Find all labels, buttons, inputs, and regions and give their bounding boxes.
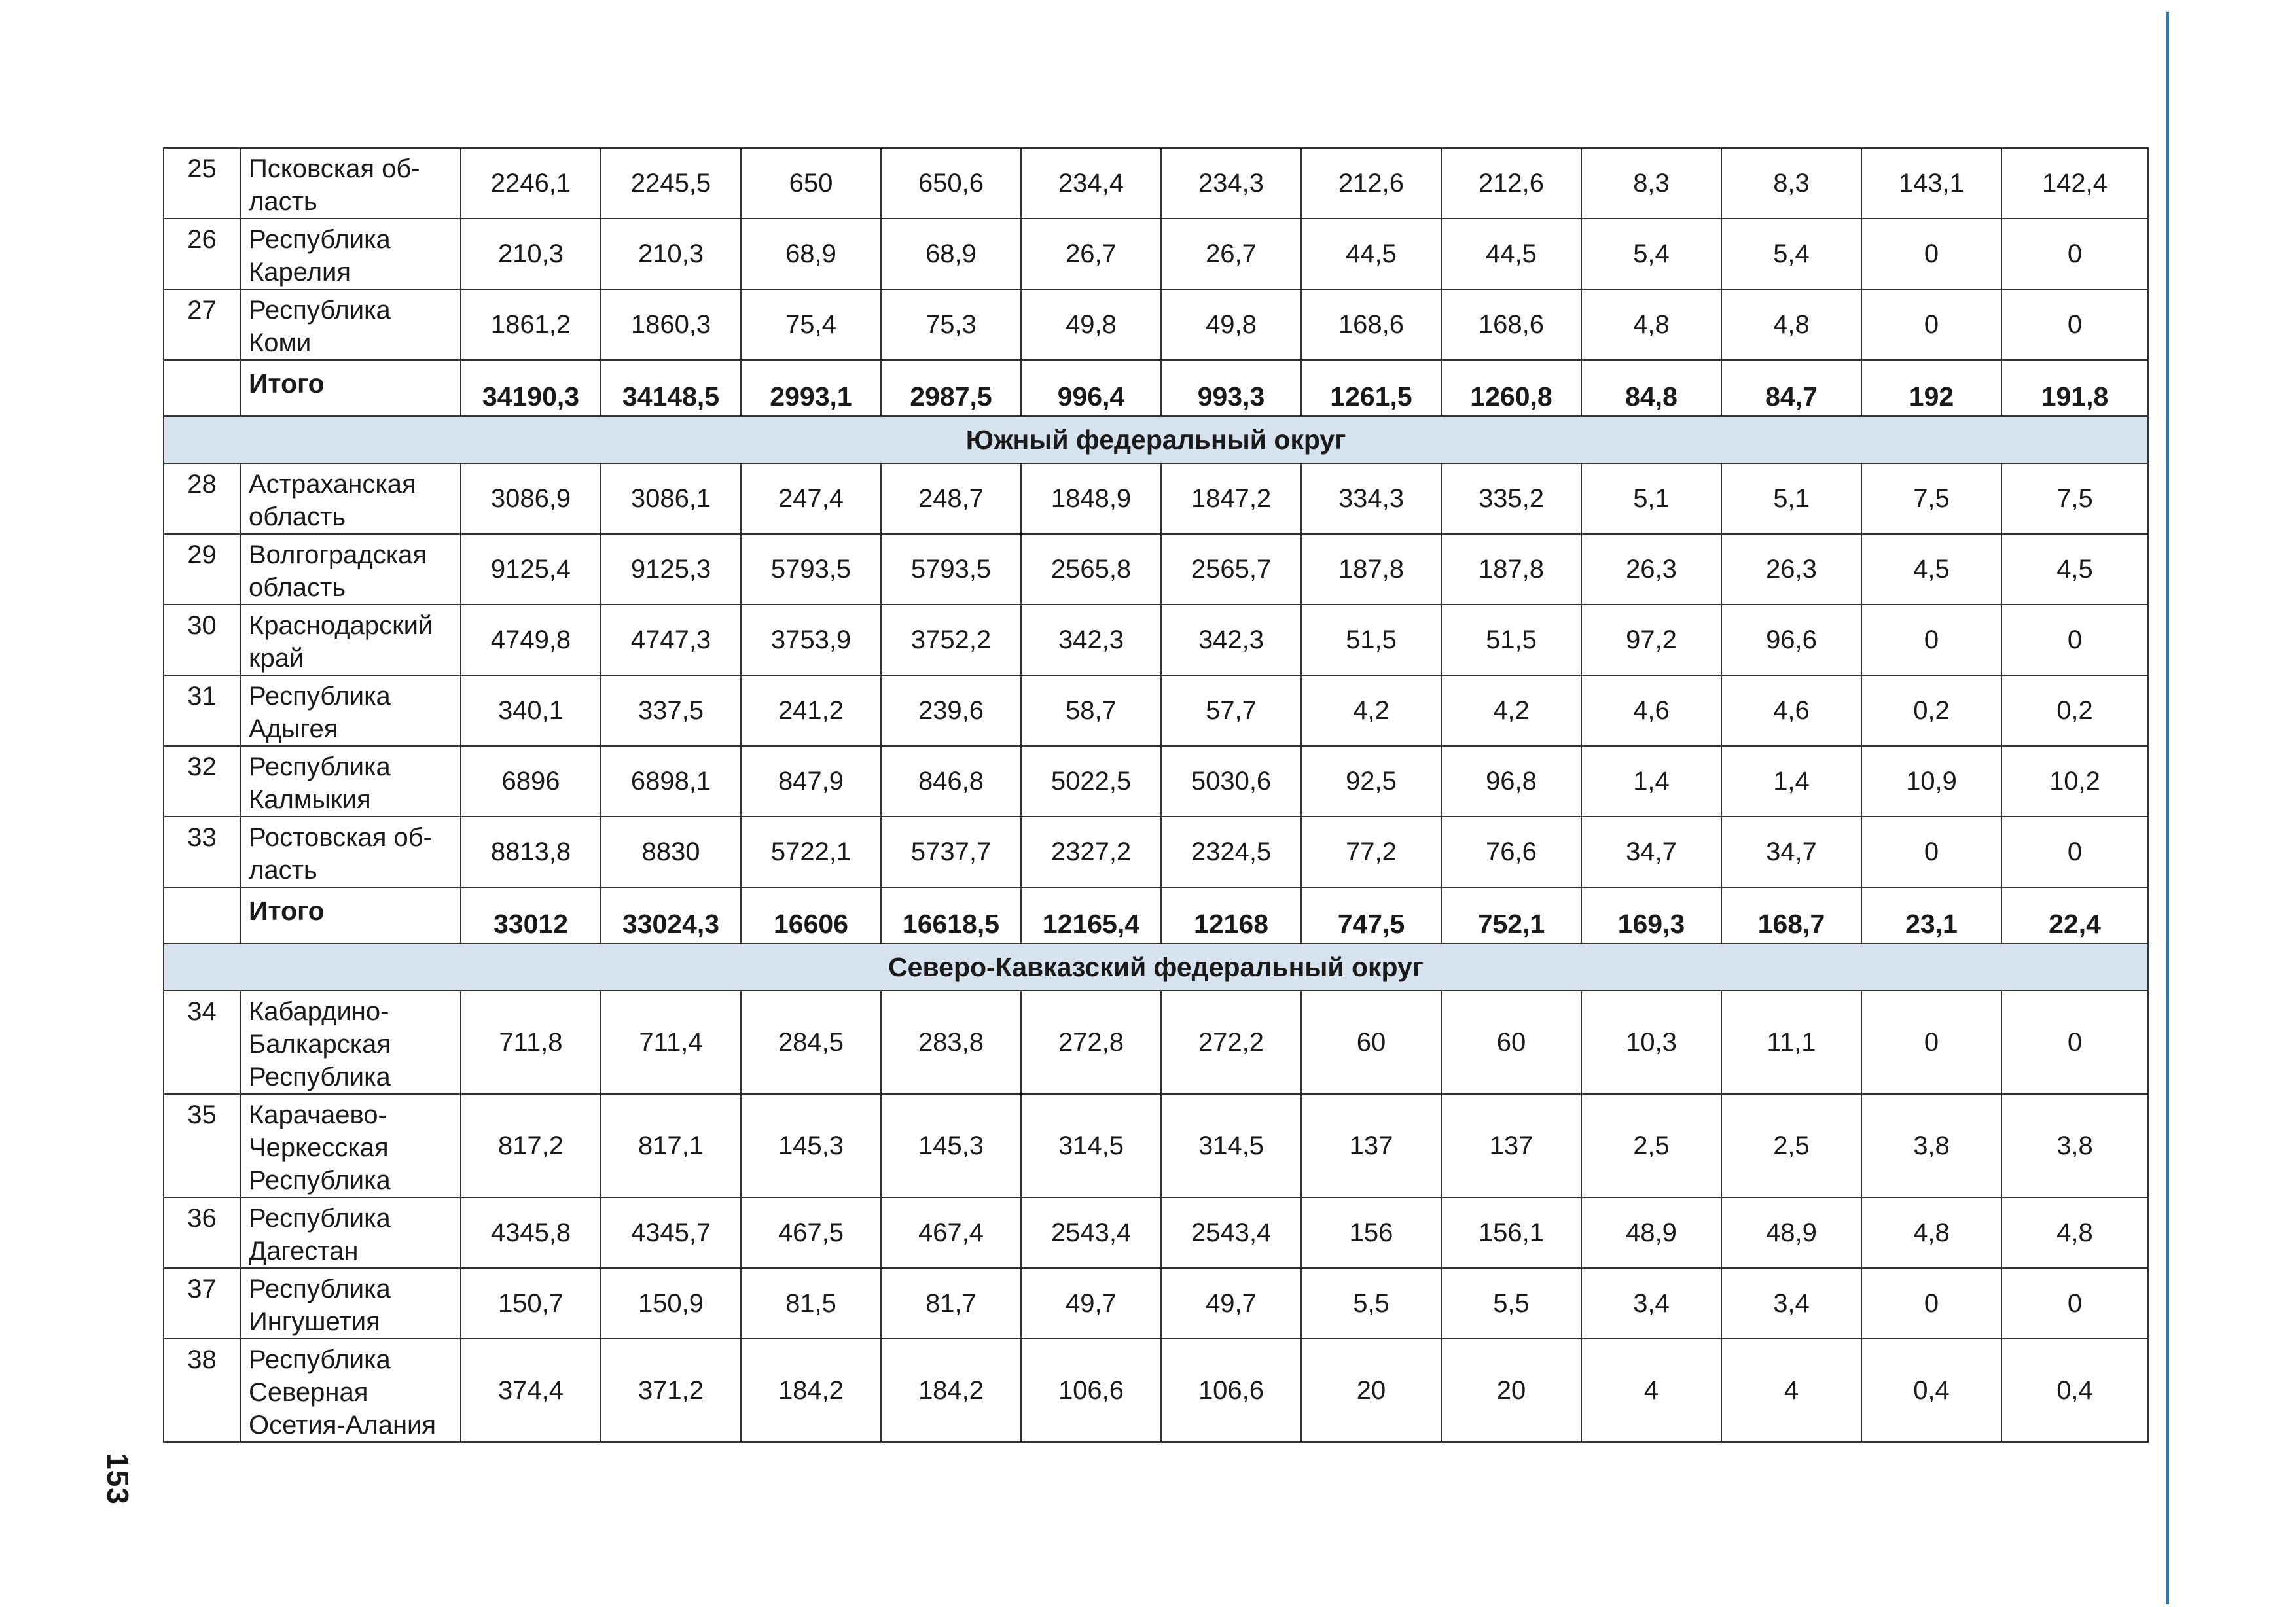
total-value-cell: 16606 bbox=[741, 887, 881, 944]
value-cell: 48,9 bbox=[1581, 1197, 1721, 1268]
value-cell: 337,5 bbox=[601, 675, 741, 746]
value-cell: 57,7 bbox=[1161, 675, 1301, 746]
value-cell: 68,9 bbox=[881, 219, 1021, 289]
value-cell: 3,4 bbox=[1721, 1268, 1861, 1339]
value-cell: 4,8 bbox=[1721, 289, 1861, 360]
value-cell: 76,6 bbox=[1441, 817, 1581, 887]
value-cell: 5022,5 bbox=[1021, 746, 1161, 817]
value-cell: 75,3 bbox=[881, 289, 1021, 360]
row-number: 36 bbox=[164, 1197, 240, 1268]
table-row bbox=[164, 289, 2148, 360]
value-cell: 0,2 bbox=[2001, 675, 2148, 746]
value-cell: 20 bbox=[1441, 1339, 1581, 1442]
value-cell: 210,3 bbox=[461, 219, 601, 289]
region-name: Республика Карелия bbox=[240, 219, 461, 289]
region-name: Краснодарский край bbox=[240, 605, 461, 675]
value-cell: 187,8 bbox=[1301, 534, 1441, 605]
table-row bbox=[164, 219, 2148, 289]
value-cell: 342,3 bbox=[1161, 605, 1301, 675]
total-value-cell: 84,7 bbox=[1721, 360, 1861, 416]
value-cell: 8,3 bbox=[1581, 148, 1721, 219]
value-cell: 272,8 bbox=[1021, 991, 1161, 1094]
table-row bbox=[164, 991, 2148, 1094]
row-number: 29 bbox=[164, 534, 240, 605]
value-cell: 145,3 bbox=[881, 1094, 1021, 1197]
table-row bbox=[164, 1339, 2148, 1442]
value-cell: 184,2 bbox=[741, 1339, 881, 1442]
value-cell: 5722,1 bbox=[741, 817, 881, 887]
value-cell: 143,1 bbox=[1861, 148, 2001, 219]
value-cell: 2,5 bbox=[1581, 1094, 1721, 1197]
value-cell: 2543,4 bbox=[1021, 1197, 1161, 1268]
value-cell: 9125,4 bbox=[461, 534, 601, 605]
value-cell: 374,4 bbox=[461, 1339, 601, 1442]
value-cell: 0 bbox=[2001, 605, 2148, 675]
value-cell: 241,2 bbox=[741, 675, 881, 746]
value-cell: 49,8 bbox=[1021, 289, 1161, 360]
statistics-table bbox=[163, 147, 2149, 1443]
value-cell: 81,5 bbox=[741, 1268, 881, 1339]
value-cell: 0 bbox=[1861, 289, 2001, 360]
value-cell: 4 bbox=[1581, 1339, 1721, 1442]
value-cell: 4,2 bbox=[1301, 675, 1441, 746]
value-cell: 248,7 bbox=[881, 463, 1021, 534]
value-cell: 7,5 bbox=[2001, 463, 2148, 534]
total-value-cell: 169,3 bbox=[1581, 887, 1721, 944]
value-cell: 247,4 bbox=[741, 463, 881, 534]
value-cell: 0 bbox=[1861, 219, 2001, 289]
value-cell: 3753,9 bbox=[741, 605, 881, 675]
value-cell: 711,4 bbox=[601, 991, 741, 1094]
value-cell: 0 bbox=[1861, 1268, 2001, 1339]
value-cell: 6898,1 bbox=[601, 746, 741, 817]
value-cell: 168,6 bbox=[1301, 289, 1441, 360]
value-cell: 4 bbox=[1721, 1339, 1861, 1442]
value-cell: 51,5 bbox=[1441, 605, 1581, 675]
total-label: Итого bbox=[240, 887, 461, 944]
value-cell: 137 bbox=[1441, 1094, 1581, 1197]
table-row bbox=[164, 1268, 2148, 1339]
total-number-cell bbox=[164, 887, 240, 944]
value-cell: 3752,2 bbox=[881, 605, 1021, 675]
value-cell: 4,2 bbox=[1441, 675, 1581, 746]
value-cell: 2543,4 bbox=[1161, 1197, 1301, 1268]
value-cell: 817,2 bbox=[461, 1094, 601, 1197]
value-cell: 184,2 bbox=[881, 1339, 1021, 1442]
value-cell: 0 bbox=[1861, 605, 2001, 675]
value-cell: 4,5 bbox=[2001, 534, 2148, 605]
region-name: Кабардино- Балкарская Республика bbox=[240, 991, 461, 1094]
value-cell: 4345,8 bbox=[461, 1197, 601, 1268]
value-cell: 4,6 bbox=[1721, 675, 1861, 746]
value-cell: 467,4 bbox=[881, 1197, 1021, 1268]
value-cell: 5,1 bbox=[1721, 463, 1861, 534]
value-cell: 0 bbox=[2001, 219, 2148, 289]
table-row bbox=[164, 1094, 2148, 1197]
value-cell: 5030,6 bbox=[1161, 746, 1301, 817]
total-value-cell: 192 bbox=[1861, 360, 2001, 416]
value-cell: 97,2 bbox=[1581, 605, 1721, 675]
district-title: Южный федеральный округ bbox=[164, 416, 2148, 463]
value-cell: 314,5 bbox=[1161, 1094, 1301, 1197]
value-cell: 10,3 bbox=[1581, 991, 1721, 1094]
value-cell: 44,5 bbox=[1301, 219, 1441, 289]
total-number-cell bbox=[164, 360, 240, 416]
row-number: 27 bbox=[164, 289, 240, 360]
value-cell: 4,8 bbox=[1861, 1197, 2001, 1268]
value-cell: 49,7 bbox=[1021, 1268, 1161, 1339]
value-cell: 34,7 bbox=[1721, 817, 1861, 887]
table-row bbox=[164, 746, 2148, 817]
value-cell: 6896 bbox=[461, 746, 601, 817]
value-cell: 5793,5 bbox=[881, 534, 1021, 605]
value-cell: 145,3 bbox=[741, 1094, 881, 1197]
total-label: Итого bbox=[240, 360, 461, 416]
value-cell: 1,4 bbox=[1581, 746, 1721, 817]
value-cell: 137 bbox=[1301, 1094, 1441, 1197]
region-name: Республика Дагестан bbox=[240, 1197, 461, 1268]
value-cell: 4,6 bbox=[1581, 675, 1721, 746]
row-number: 34 bbox=[164, 991, 240, 1094]
row-number: 32 bbox=[164, 746, 240, 817]
value-cell: 0,4 bbox=[2001, 1339, 2148, 1442]
region-name: Республика Северная Осетия-Алания bbox=[240, 1339, 461, 1442]
value-cell: 49,7 bbox=[1161, 1268, 1301, 1339]
value-cell: 340,1 bbox=[461, 675, 601, 746]
value-cell: 711,8 bbox=[461, 991, 601, 1094]
value-cell: 3,8 bbox=[1861, 1094, 2001, 1197]
value-cell: 5,4 bbox=[1721, 219, 1861, 289]
row-number: 33 bbox=[164, 817, 240, 887]
total-value-cell: 33024,3 bbox=[601, 887, 741, 944]
page-side-rule bbox=[2166, 12, 2169, 1604]
table-row bbox=[164, 463, 2148, 534]
value-cell: 314,5 bbox=[1021, 1094, 1161, 1197]
value-cell: 7,5 bbox=[1861, 463, 2001, 534]
value-cell: 49,8 bbox=[1161, 289, 1301, 360]
value-cell: 4,5 bbox=[1861, 534, 2001, 605]
value-cell: 1847,2 bbox=[1161, 463, 1301, 534]
value-cell: 11,1 bbox=[1721, 991, 1861, 1094]
total-value-cell: 2993,1 bbox=[741, 360, 881, 416]
value-cell: 283,8 bbox=[881, 991, 1021, 1094]
value-cell: 5,5 bbox=[1441, 1268, 1581, 1339]
value-cell: 272,2 bbox=[1161, 991, 1301, 1094]
value-cell: 212,6 bbox=[1301, 148, 1441, 219]
value-cell: 5737,7 bbox=[881, 817, 1021, 887]
value-cell: 0 bbox=[1861, 991, 2001, 1094]
region-name: Республика Ингушетия bbox=[240, 1268, 461, 1339]
total-value-cell: 16618,5 bbox=[881, 887, 1021, 944]
total-value-cell: 12168 bbox=[1161, 887, 1301, 944]
total-value-cell: 191,8 bbox=[2001, 360, 2148, 416]
value-cell: 150,9 bbox=[601, 1268, 741, 1339]
total-value-cell: 12165,4 bbox=[1021, 887, 1161, 944]
value-cell: 846,8 bbox=[881, 746, 1021, 817]
value-cell: 2,5 bbox=[1721, 1094, 1861, 1197]
value-cell: 1861,2 bbox=[461, 289, 601, 360]
region-name: Республика Адыгея bbox=[240, 675, 461, 746]
value-cell: 1848,9 bbox=[1021, 463, 1161, 534]
value-cell: 4,8 bbox=[1581, 289, 1721, 360]
value-cell: 9125,3 bbox=[601, 534, 741, 605]
total-value-cell: 996,4 bbox=[1021, 360, 1161, 416]
value-cell: 26,3 bbox=[1581, 534, 1721, 605]
value-cell: 92,5 bbox=[1301, 746, 1441, 817]
region-name: Ростовская об- ласть bbox=[240, 817, 461, 887]
value-cell: 142,4 bbox=[2001, 148, 2148, 219]
value-cell: 96,6 bbox=[1721, 605, 1861, 675]
value-cell: 44,5 bbox=[1441, 219, 1581, 289]
value-cell: 342,3 bbox=[1021, 605, 1161, 675]
value-cell: 3086,9 bbox=[461, 463, 601, 534]
value-cell: 4345,7 bbox=[601, 1197, 741, 1268]
value-cell: 68,9 bbox=[741, 219, 881, 289]
value-cell: 5,1 bbox=[1581, 463, 1721, 534]
value-cell: 58,7 bbox=[1021, 675, 1161, 746]
region-name: Карачаево- Черкесская Республика bbox=[240, 1094, 461, 1197]
row-number: 25 bbox=[164, 148, 240, 219]
total-value-cell: 2987,5 bbox=[881, 360, 1021, 416]
value-cell: 8,3 bbox=[1721, 148, 1861, 219]
value-cell: 10,2 bbox=[2001, 746, 2148, 817]
value-cell: 8813,8 bbox=[461, 817, 601, 887]
district-title: Северо-Кавказский федеральный округ bbox=[164, 944, 2148, 991]
table-row bbox=[164, 534, 2148, 605]
row-number: 28 bbox=[164, 463, 240, 534]
value-cell: 48,9 bbox=[1721, 1197, 1861, 1268]
value-cell: 371,2 bbox=[601, 1339, 741, 1442]
total-value-cell: 168,7 bbox=[1721, 887, 1861, 944]
total-value-cell: 84,8 bbox=[1581, 360, 1721, 416]
value-cell: 8830 bbox=[601, 817, 741, 887]
value-cell: 77,2 bbox=[1301, 817, 1441, 887]
value-cell: 0 bbox=[2001, 991, 2148, 1094]
table-row bbox=[164, 675, 2148, 746]
region-name: Республика Коми bbox=[240, 289, 461, 360]
region-name: Псковская об- ласть bbox=[240, 148, 461, 219]
value-cell: 10,9 bbox=[1861, 746, 2001, 817]
value-cell: 0,2 bbox=[1861, 675, 2001, 746]
value-cell: 234,3 bbox=[1161, 148, 1301, 219]
value-cell: 60 bbox=[1301, 991, 1441, 1094]
value-cell: 2327,2 bbox=[1021, 817, 1161, 887]
value-cell: 1860,3 bbox=[601, 289, 741, 360]
value-cell: 5793,5 bbox=[741, 534, 881, 605]
value-cell: 234,4 bbox=[1021, 148, 1161, 219]
value-cell: 187,8 bbox=[1441, 534, 1581, 605]
total-row bbox=[164, 887, 2148, 944]
total-value-cell: 22,4 bbox=[2001, 887, 2148, 944]
value-cell: 2565,8 bbox=[1021, 534, 1161, 605]
district-header-row bbox=[164, 416, 2148, 463]
value-cell: 817,1 bbox=[601, 1094, 741, 1197]
value-cell: 34,7 bbox=[1581, 817, 1721, 887]
value-cell: 5,4 bbox=[1581, 219, 1721, 289]
value-cell: 0 bbox=[1861, 817, 2001, 887]
total-value-cell: 747,5 bbox=[1301, 887, 1441, 944]
value-cell: 106,6 bbox=[1161, 1339, 1301, 1442]
value-cell: 0 bbox=[2001, 289, 2148, 360]
total-value-cell: 1261,5 bbox=[1301, 360, 1441, 416]
table-row bbox=[164, 148, 2148, 219]
total-value-cell: 993,3 bbox=[1161, 360, 1301, 416]
row-number: 31 bbox=[164, 675, 240, 746]
row-number: 35 bbox=[164, 1094, 240, 1197]
value-cell: 335,2 bbox=[1441, 463, 1581, 534]
value-cell: 5,5 bbox=[1301, 1268, 1441, 1339]
district-header-row bbox=[164, 944, 2148, 991]
value-cell: 210,3 bbox=[601, 219, 741, 289]
value-cell: 1,4 bbox=[1721, 746, 1861, 817]
value-cell: 467,5 bbox=[741, 1197, 881, 1268]
region-name: Астраханская область bbox=[240, 463, 461, 534]
value-cell: 26,3 bbox=[1721, 534, 1861, 605]
table-body bbox=[164, 148, 2148, 1442]
row-number: 37 bbox=[164, 1268, 240, 1339]
value-cell: 284,5 bbox=[741, 991, 881, 1094]
value-cell: 3,8 bbox=[2001, 1094, 2148, 1197]
value-cell: 20 bbox=[1301, 1339, 1441, 1442]
value-cell: 106,6 bbox=[1021, 1339, 1161, 1442]
value-cell: 2245,5 bbox=[601, 148, 741, 219]
value-cell: 847,9 bbox=[741, 746, 881, 817]
total-value-cell: 23,1 bbox=[1861, 887, 2001, 944]
value-cell: 0 bbox=[2001, 1268, 2148, 1339]
row-number: 30 bbox=[164, 605, 240, 675]
value-cell: 3086,1 bbox=[601, 463, 741, 534]
total-row bbox=[164, 360, 2148, 416]
page-number bbox=[98, 1439, 137, 1518]
row-number: 26 bbox=[164, 219, 240, 289]
value-cell: 3,4 bbox=[1581, 1268, 1721, 1339]
value-cell: 2565,7 bbox=[1161, 534, 1301, 605]
value-cell: 650,6 bbox=[881, 148, 1021, 219]
total-value-cell: 1260,8 bbox=[1441, 360, 1581, 416]
region-name: Волгоградская область bbox=[240, 534, 461, 605]
row-number: 38 bbox=[164, 1339, 240, 1442]
value-cell: 4749,8 bbox=[461, 605, 601, 675]
value-cell: 239,6 bbox=[881, 675, 1021, 746]
value-cell: 156,1 bbox=[1441, 1197, 1581, 1268]
value-cell: 4747,3 bbox=[601, 605, 741, 675]
total-value-cell: 752,1 bbox=[1441, 887, 1581, 944]
value-cell: 168,6 bbox=[1441, 289, 1581, 360]
value-cell: 650 bbox=[741, 148, 881, 219]
total-value-cell: 34190,3 bbox=[461, 360, 601, 416]
value-cell: 334,3 bbox=[1301, 463, 1441, 534]
value-cell: 96,8 bbox=[1441, 746, 1581, 817]
value-cell: 51,5 bbox=[1301, 605, 1441, 675]
page-number-text: 153 bbox=[101, 1453, 135, 1505]
value-cell: 60 bbox=[1441, 991, 1581, 1094]
table-row bbox=[164, 1197, 2148, 1268]
value-cell: 2324,5 bbox=[1161, 817, 1301, 887]
total-value-cell: 33012 bbox=[461, 887, 601, 944]
value-cell: 75,4 bbox=[741, 289, 881, 360]
value-cell: 212,6 bbox=[1441, 148, 1581, 219]
value-cell: 4,8 bbox=[2001, 1197, 2148, 1268]
region-name: Республика Калмыкия bbox=[240, 746, 461, 817]
total-value-cell: 34148,5 bbox=[601, 360, 741, 416]
table-row bbox=[164, 817, 2148, 887]
table-row bbox=[164, 605, 2148, 675]
value-cell: 81,7 bbox=[881, 1268, 1021, 1339]
value-cell: 0,4 bbox=[1861, 1339, 2001, 1442]
value-cell: 2246,1 bbox=[461, 148, 601, 219]
value-cell: 26,7 bbox=[1021, 219, 1161, 289]
value-cell: 0 bbox=[2001, 817, 2148, 887]
value-cell: 156 bbox=[1301, 1197, 1441, 1268]
value-cell: 26,7 bbox=[1161, 219, 1301, 289]
value-cell: 150,7 bbox=[461, 1268, 601, 1339]
